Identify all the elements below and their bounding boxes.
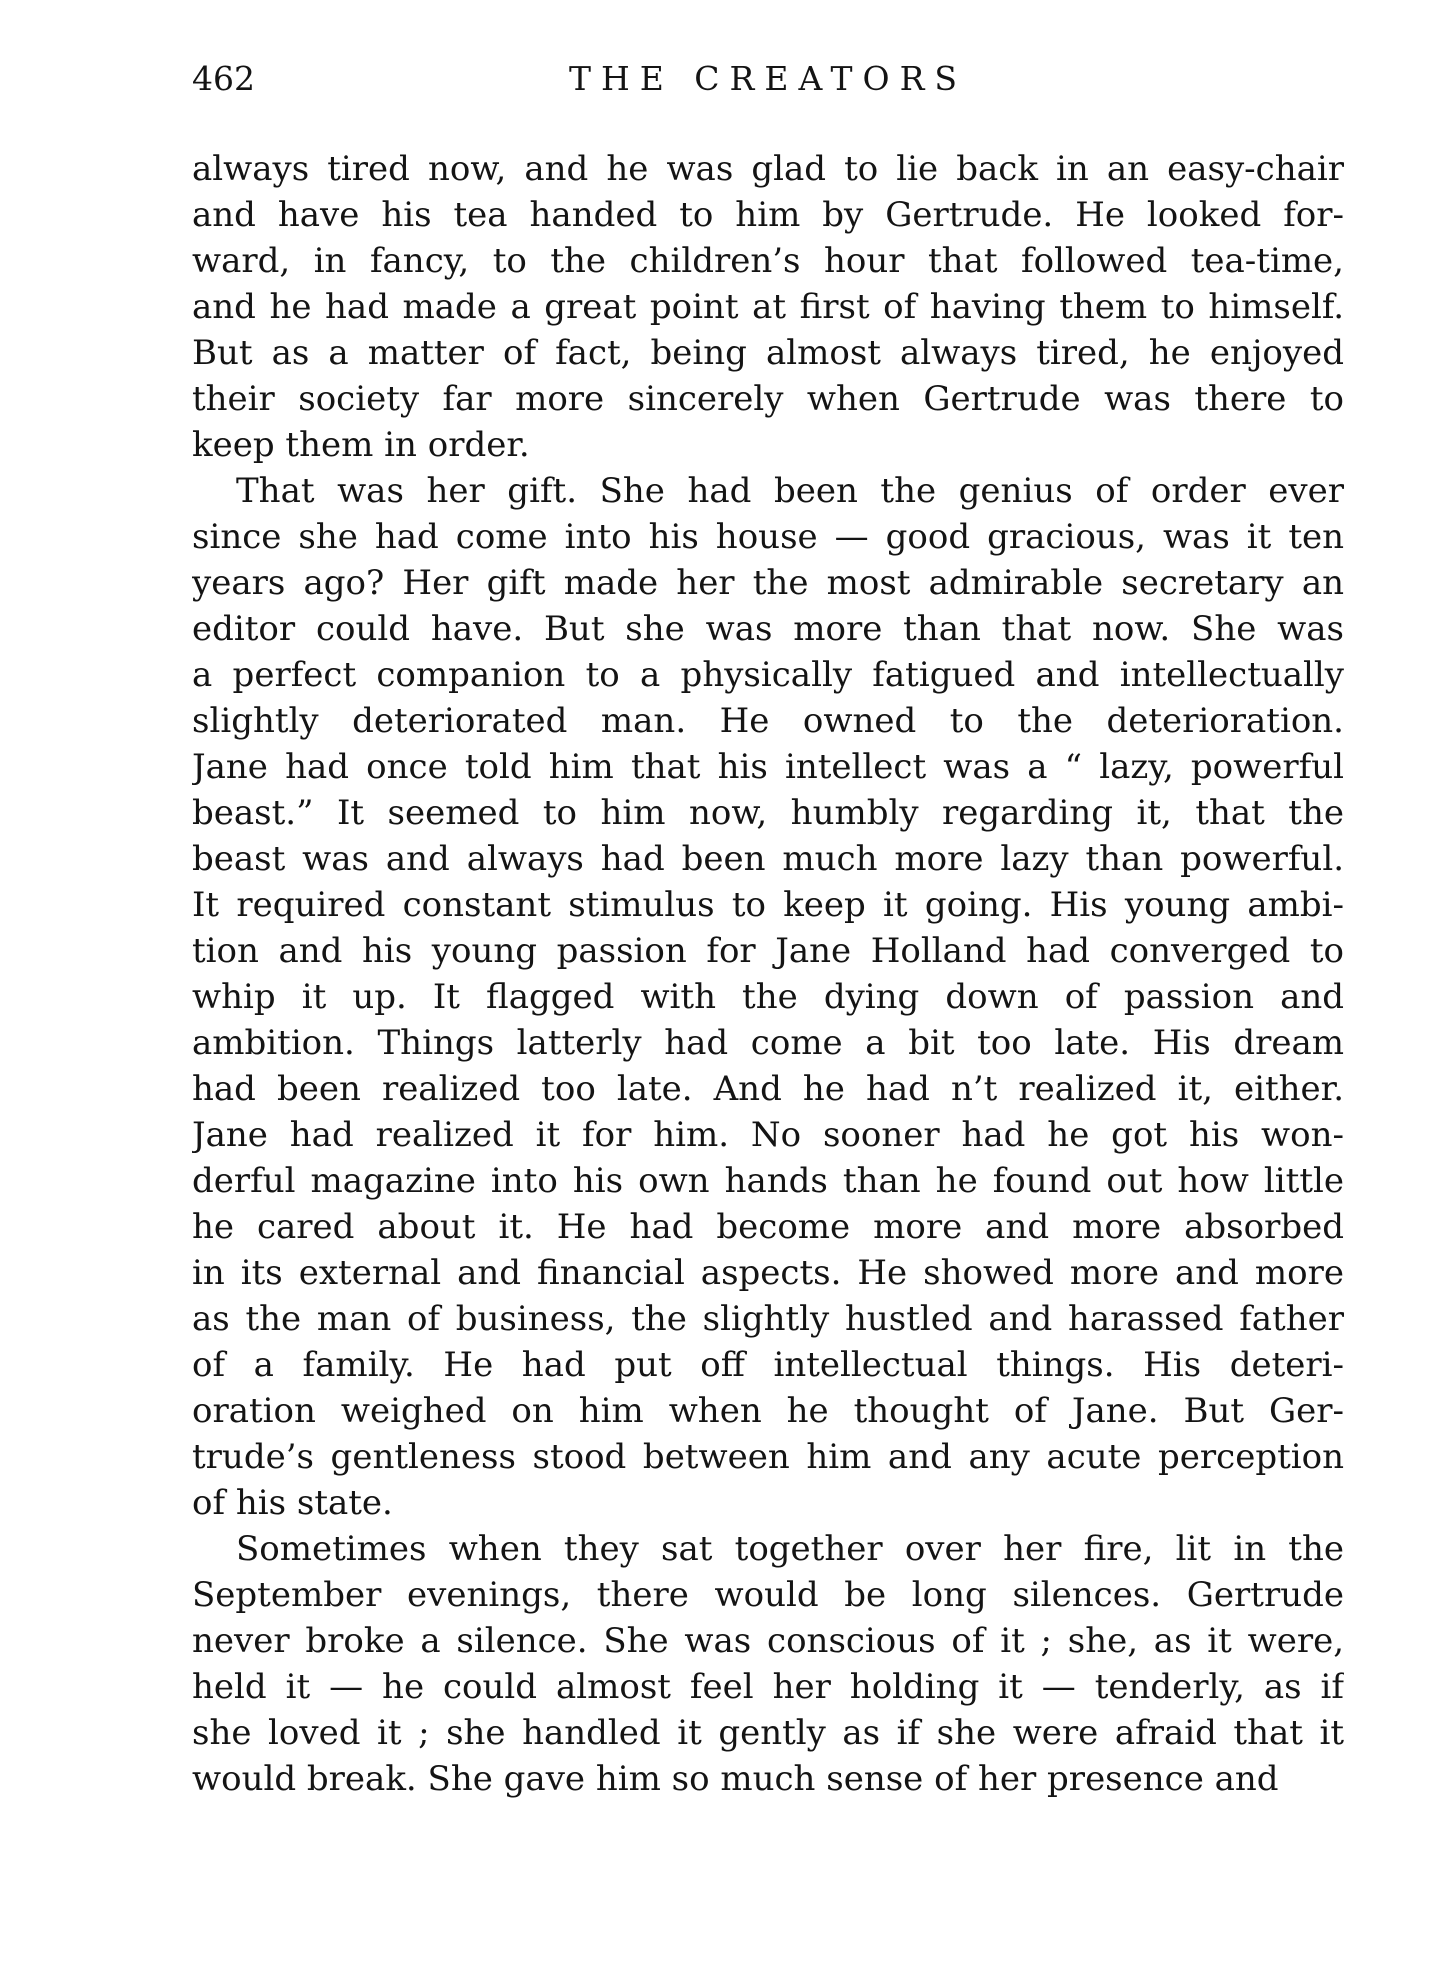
text-line: had been realized too late. And he had n’t realized it, either.: [192, 1069, 1344, 1109]
text-line: September evenings, there would be long silences. Gertrude: [192, 1575, 1344, 1615]
text-line: beast.” It seemed to him now, humbly regarding it, that the: [192, 793, 1344, 833]
text-line: oration weighed on him when he thought of Jane. But Ger-: [192, 1391, 1344, 1431]
text-line: ambition. Things latterly had come a bit too late. His dream: [192, 1023, 1344, 1063]
text-line: in its external and financial aspects. He showed more and more: [192, 1253, 1344, 1293]
text-line: and have his tea handed to him by Gertrude. He looked for-: [192, 195, 1344, 235]
text-line: since she had come into his house — good gracious, was it ten: [192, 517, 1344, 557]
text-line: beast was and always had been much more lazy than powerful.: [192, 839, 1344, 879]
page-number: 462: [192, 59, 255, 98]
running-title: THE CREATORS: [568, 59, 968, 98]
text-line: held it — he could almost feel her holding it — tenderly, as if: [192, 1667, 1344, 1707]
paragraph: [192, 1526, 1344, 1802]
text-line: never broke a silence. She was conscious of it ; she, as it were,: [192, 1621, 1344, 1661]
text-line: That was her gift. She had been the genius of order ever: [236, 471, 1344, 511]
text-line: tion and his young passion for Jane Holland had converged to: [192, 931, 1344, 971]
text-line: always tired now, and he was glad to lie back in an easy-chair: [192, 149, 1344, 189]
paragraph: [192, 468, 1344, 1526]
text-line: ward, in fancy, to the children’s hour that followed tea-time,: [192, 241, 1344, 281]
text-line: slightly deteriorated man. He owned to the deterioration.: [192, 701, 1344, 741]
text-line: he cared about it. He had become more and more absorbed: [192, 1207, 1344, 1247]
text-line: years ago? Her gift made her the most admirable secretary an: [192, 563, 1344, 603]
text-line: derful magazine into his own hands than he found out how little: [192, 1161, 1344, 1201]
text-line: It required constant stimulus to keep it going. His young ambi-: [192, 885, 1344, 925]
text-line: and he had made a great point at first of having them to himself.: [192, 287, 1344, 327]
paragraph: [192, 146, 1344, 468]
text-line: would break. She gave him so much sense of her presence and: [192, 1759, 1279, 1799]
text-line: she loved it ; she handled it gently as if she were afraid that it: [192, 1713, 1344, 1753]
text-line: their society far more sincerely when Gertrude was there to: [192, 379, 1344, 419]
text-line: as the man of business, the slightly hustled and harassed father: [192, 1299, 1344, 1339]
text-line: Sometimes when they sat together over her fire, lit in the: [236, 1529, 1344, 1569]
text-line: editor could have. But she was more than that now. She was: [192, 609, 1344, 649]
page-header: [192, 54, 1344, 104]
text-line: trude’s gentleness stood between him and any acute perception: [192, 1437, 1344, 1477]
text-line: of his state.: [192, 1483, 393, 1523]
text-line: But as a matter of fact, being almost always tired, he enjoyed: [192, 333, 1344, 373]
text-line: Jane had realized it for him. No sooner had he got his won-: [192, 1115, 1344, 1155]
text-line: keep them in order.: [192, 425, 530, 465]
body-text: [192, 146, 1344, 1802]
text-line: whip it up. It flagged with the dying down of passion and: [192, 977, 1344, 1017]
text-line: Jane had once told him that his intellect was a “ lazy, powerful: [192, 747, 1344, 787]
text-line: of a family. He had put off intellectual things. His deteri-: [192, 1345, 1344, 1385]
text-line: a perfect companion to a physically fatigued and intellectually: [192, 655, 1344, 695]
